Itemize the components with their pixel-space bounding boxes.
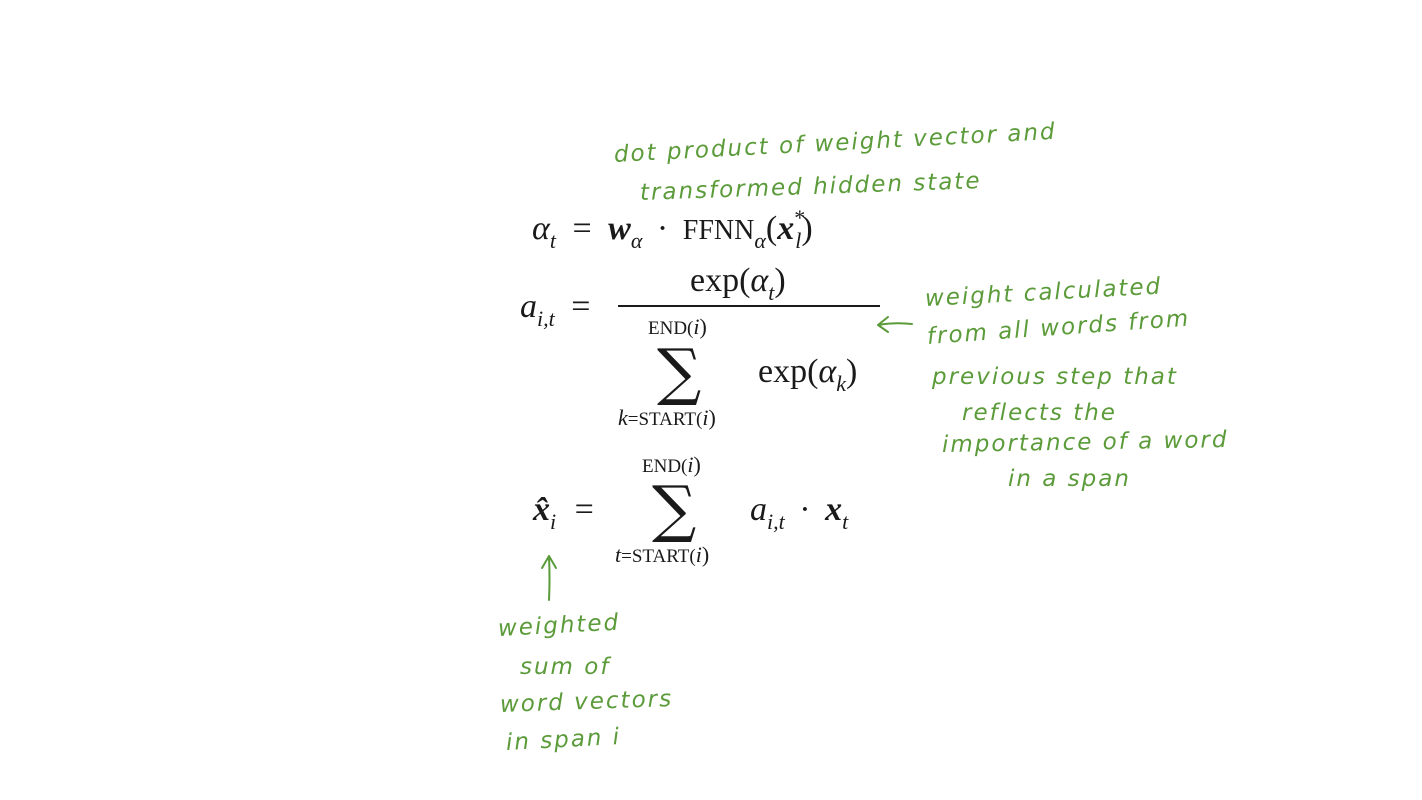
summation-symbol: ∑ bbox=[657, 335, 702, 408]
annotation-top-line-1: dot product of weight vector and bbox=[613, 118, 1058, 168]
up-arrow-icon bbox=[542, 556, 556, 600]
annotation-bottom-line-1: weighted bbox=[497, 609, 621, 642]
annotation-right-line-4: reflects the bbox=[962, 400, 1117, 426]
annotation-right-line-5: importance of a word bbox=[941, 427, 1229, 458]
annotation-right-line-3: previous step that bbox=[932, 364, 1178, 390]
weighted-sum-term: $a_{i,t} \cdot x_t$ bbox=[750, 491, 849, 534]
annotation-bottom-line-2: sum of bbox=[520, 654, 611, 680]
annotation-right-line-2: from all words from bbox=[926, 305, 1192, 350]
annotation-bottom-line-4: in span i bbox=[505, 723, 622, 756]
sum-upper-limit-2: END(i) bbox=[642, 452, 701, 477]
annotation-right-line-1: weight calculated bbox=[924, 273, 1163, 312]
left-arrow-icon bbox=[878, 317, 912, 332]
sum-lower-limit: k=START(i) bbox=[618, 405, 716, 430]
softmax-numerator: $\exp(\alpha_t)$ bbox=[690, 262, 786, 305]
equation-weighted-sum-lhs: $x̂_i$ = bbox=[533, 491, 594, 534]
sum-upper-limit: END(i) bbox=[648, 314, 707, 339]
softmax-denominator: $\exp(\alpha_k)$ bbox=[758, 353, 858, 396]
summation-symbol-2: ∑ bbox=[652, 472, 697, 545]
annotation-bottom-line-3: word vectors bbox=[499, 685, 674, 718]
annotation-top-line-2: transformed hidden state bbox=[639, 168, 982, 206]
sum-lower-limit-2: t=START(i) bbox=[615, 542, 710, 567]
equation-attention-score: $\alpha_t = w_\alpha$ · $FFNN_\alpha(x^*_l)$ bbox=[532, 205, 813, 253]
equation-attention-weight-lhs: $a_{i,t}$ = bbox=[520, 288, 591, 331]
annotation-right-line-6: in a span bbox=[1008, 466, 1131, 492]
